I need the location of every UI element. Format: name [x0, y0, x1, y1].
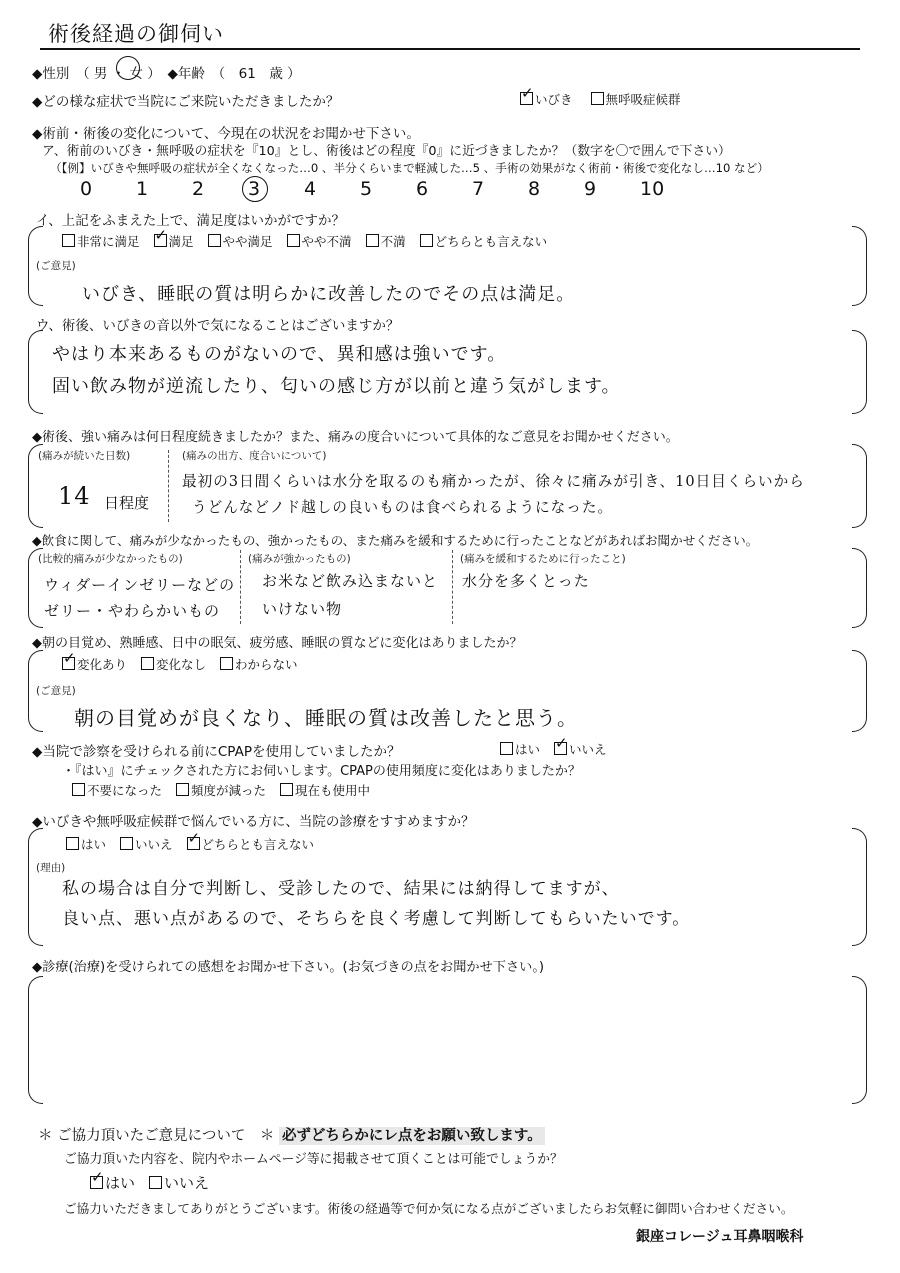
- bracket-right: [852, 548, 867, 628]
- satisfaction-comment: いびき、睡眠の質は明らかに改善したのでその点は満足。: [82, 284, 576, 305]
- cpap-option-label: はい: [515, 742, 541, 757]
- satisfaction-checkbox[interactable]: [366, 234, 379, 247]
- column-divider: [452, 550, 453, 624]
- morning-checkbox[interactable]: [62, 657, 75, 670]
- cpap-option[interactable]: [500, 740, 540, 758]
- food-less-line: ウィダーインゼリーなどの: [44, 576, 236, 594]
- symptom-question: ◆どの様な症状で当院にご来院いただきましたか？: [32, 94, 340, 110]
- satisfaction-option[interactable]: [420, 232, 548, 250]
- improvement-scale: [70, 178, 710, 204]
- symptom-options: [520, 90, 695, 108]
- footer-note: [38, 1124, 545, 1145]
- scale-number-label: 3: [248, 178, 261, 200]
- satisfaction-option[interactable]: [208, 232, 273, 250]
- satisfaction-option-label: やや不満: [301, 234, 352, 249]
- cpap-checkbox[interactable]: [500, 742, 513, 755]
- sex-male-circle: [116, 56, 140, 80]
- recommend-option-label: いいえ: [135, 837, 173, 852]
- recommend-checkbox[interactable]: [187, 837, 200, 850]
- bracket-left: [28, 828, 43, 946]
- opinion-label: (ご意見): [36, 260, 76, 272]
- recommend-option[interactable]: [187, 835, 315, 853]
- recommend-option-label: はい: [81, 837, 107, 852]
- consent-checkbox[interactable]: [149, 1176, 162, 1189]
- consent-option[interactable]: [90, 1172, 135, 1193]
- cpap-sub-option[interactable]: [72, 781, 162, 799]
- scale-number[interactable]: 4: [304, 178, 317, 200]
- pain-detail-line: うどんなどノド越しの良いものは食べられるようになった。: [192, 499, 614, 516]
- food-less-label: (比較的痛みが少なかったもの): [38, 553, 183, 565]
- recommend-question: ◆いびきや無呼吸症候群で悩んでいる方に、当院の診療をすすめますか？: [32, 814, 475, 830]
- morning-option-label: わからない: [235, 657, 298, 672]
- morning-option[interactable]: [220, 655, 298, 673]
- recommend-options: [66, 835, 328, 853]
- satisfaction-checkbox[interactable]: [62, 234, 75, 247]
- cpap-sub-checkbox[interactable]: [176, 783, 189, 796]
- bracket-right: [852, 976, 867, 1104]
- bracket-left: [28, 976, 43, 1104]
- food-strong-label: (痛みが強かったもの): [248, 553, 351, 565]
- recommend-checkbox[interactable]: [66, 837, 79, 850]
- cpap-question: ◆当院で診察を受けられる前にCPAPを使用していましたか？: [32, 744, 401, 760]
- change-sub-question: ア、術前のいびき・無呼吸の症状を『10』とし、術後はどの程度『0』に近づきましたか？（数字を〇で囲んで下さい）: [42, 144, 731, 159]
- recommend-option-label: どちらとも言えない: [201, 837, 315, 852]
- food-less-line: ゼリー・やわらかいもの: [44, 602, 221, 620]
- cpap-options: [500, 740, 621, 758]
- satisfaction-options: [62, 232, 561, 250]
- morning-option-label: 変化なし: [156, 657, 207, 672]
- impression-question: ◆診療(治療)を受けられての感想をお聞かせ下さい。(お気づきの点をお聞かせ下さい。): [32, 960, 545, 975]
- morning-comment: 朝の目覚めが良くなり、睡眠の質は改善したと思う。: [74, 706, 578, 730]
- thanks-note: ご協力いただきましてありがとうございます。術後の経過等で何か気になる点がございましたらお気軽に御問い合わせください。: [64, 1201, 794, 1216]
- food-relief-line: 水分を多くとった: [462, 572, 590, 590]
- satisfaction-option-label: やや満足: [222, 234, 273, 249]
- cpap-sub-option[interactable]: [280, 781, 370, 799]
- bracket-right: [852, 226, 867, 306]
- consent-question: ご協力頂いた内容を、院内やホームページ等に掲載させて頂くことは可能でしょうか？: [64, 1152, 563, 1167]
- reason-label: (理由): [36, 862, 66, 874]
- consent-options: [90, 1172, 223, 1193]
- other-comment-line: やはり本来あるものがないので、異和感は強いです。: [52, 344, 507, 365]
- pain-days-value: 14: [58, 482, 91, 510]
- satisfaction-option[interactable]: [154, 232, 194, 250]
- change-question: ◆術前・術後の変化について、今現在の状況をお聞かせ下さい。: [32, 126, 420, 142]
- scale-number[interactable]: 1: [136, 178, 149, 200]
- pain-days-unit: 日程度: [104, 494, 150, 512]
- pain-detail-label: (痛みの出方、度合いについて): [182, 450, 327, 462]
- pain-detail-line: 最初の3日間くらいは水分を取るのも痛かったが、徐々に痛みが引き、10日目くらいから: [182, 473, 805, 490]
- scale-number[interactable]: 5: [360, 178, 373, 200]
- column-divider: [240, 550, 241, 624]
- satisfaction-option-label: どちらとも言えない: [434, 234, 548, 249]
- impression-field[interactable]: [50, 982, 840, 1098]
- scale-number[interactable]: 0: [80, 178, 93, 200]
- scale-number[interactable]: 8: [528, 178, 541, 200]
- morning-option[interactable]: [141, 655, 206, 673]
- bracket-left: [28, 330, 43, 414]
- cpap-option-label: いいえ: [569, 742, 607, 757]
- sex-age-question: ◆性別 （ 男 ・ 女 ） ◆年齢 （ 61 歳 ）: [32, 66, 301, 82]
- symptom-snoring-checkbox[interactable]: [520, 92, 533, 105]
- satisfaction-checkbox[interactable]: [420, 234, 433, 247]
- consent-option-label: いいえ: [164, 1174, 210, 1192]
- morning-option-label: 変化あり: [77, 657, 128, 672]
- satisfaction-checkbox[interactable]: [287, 234, 300, 247]
- cpap-sub-question: ・『はい』にチェックされた方にお伺いします。CPAPの使用頻度に変化はありましたか？: [62, 764, 581, 779]
- morning-options: [62, 655, 312, 673]
- consent-option[interactable]: [149, 1172, 209, 1193]
- change-example: （【例】いびきや無呼吸の症状が全くなくなった…0 、半分くらいまで軽減した…5 、手術の効果がなく術前・術後で変化なし…10 など）: [50, 161, 769, 175]
- symptom-apnea-checkbox[interactable]: [591, 92, 604, 105]
- scale-number[interactable]: [248, 178, 260, 200]
- footer-note-prefix: ＊ ご協力頂いたご意見について ＊: [38, 1128, 275, 1144]
- reason-line: 私の場合は自分で判断し、受診したので、結果には納得してますが、: [62, 879, 620, 899]
- scale-number[interactable]: 7: [472, 178, 485, 200]
- cpap-sub-options: [72, 781, 384, 799]
- bracket-right: [852, 828, 867, 946]
- cpap-sub-option[interactable]: [176, 781, 266, 799]
- cpap-sub-option-label: 不要になった: [87, 783, 163, 798]
- page-title: 術後経過の御伺い: [48, 22, 224, 46]
- cpap-sub-checkbox[interactable]: [72, 783, 85, 796]
- title-divider: [40, 48, 860, 50]
- recommend-checkbox[interactable]: [120, 837, 133, 850]
- scale-number[interactable]: 9: [584, 178, 597, 200]
- pain-question: ◆術後、強い痛みは何日程度続きましたか？また、痛みの度合いについて具体的なご意見をお聞かせください。: [32, 430, 679, 445]
- scale-selected-circle: [242, 176, 268, 202]
- food-strong-line: いけない物: [262, 600, 343, 618]
- bracket-right: [852, 650, 867, 732]
- food-strong-line: お米など飲み込まないと: [262, 572, 439, 590]
- recommend-option[interactable]: [120, 835, 173, 853]
- satisfaction-question: イ、上記をふまえた上で、満足度はいかがですか？: [36, 213, 346, 229]
- morning-question: ◆朝の目覚め、熟睡感、日中の眠気、疲労感、睡眠の質などに変化はありましたか？: [32, 636, 523, 651]
- satisfaction-option-label: 満足: [168, 234, 194, 249]
- opinion-label: (ご意見): [36, 685, 76, 697]
- bracket-right: [852, 444, 867, 528]
- satisfaction-option-label: 不満: [380, 234, 406, 249]
- cpap-checkbox[interactable]: [554, 742, 567, 755]
- clinic-name: 銀座コレージュ耳鼻咽喉科: [636, 1229, 804, 1245]
- food-relief-label: (痛みを緩和するために行ったこと): [460, 553, 626, 565]
- symptom-option-label: 無呼吸症候群: [605, 92, 681, 107]
- satisfaction-option[interactable]: [366, 232, 406, 250]
- satisfaction-option[interactable]: [62, 232, 140, 250]
- other-concerns-question: ウ、術後、いびきの音以外で気になることはございますか？: [36, 318, 400, 334]
- cpap-option[interactable]: [554, 740, 607, 758]
- morning-checkbox[interactable]: [141, 657, 154, 670]
- satisfaction-option[interactable]: [287, 232, 352, 250]
- cpap-sub-option-label: 頻度が減った: [191, 783, 267, 798]
- column-divider: [168, 450, 169, 522]
- morning-option[interactable]: [62, 655, 127, 673]
- scale-number[interactable]: 2: [192, 178, 205, 200]
- satisfaction-option-label: 非常に満足: [77, 234, 140, 249]
- bracket-right: [852, 330, 867, 414]
- food-question: ◆飲食に関して、痛みが少なかったもの、強かったもの、また痛みを緩和するために行ったことなどがあればお聞かせください。: [32, 533, 759, 548]
- cpap-sub-checkbox[interactable]: [280, 783, 293, 796]
- consent-option-label: はい: [105, 1174, 136, 1192]
- symptom-option-label: いびき: [535, 92, 573, 107]
- footer-note-emphasis: 必ずどちらかにレ点をお願い致します。: [279, 1127, 545, 1145]
- scale-number[interactable]: 6: [416, 178, 429, 200]
- consent-checkbox[interactable]: [90, 1176, 103, 1189]
- cpap-sub-option-label: 現在も使用中: [295, 783, 371, 798]
- pain-days-label: (痛みが続いた日数): [38, 450, 131, 462]
- other-comment-line: 固い飲み物が逆流したり、匂いの感じ方が以前と違う気がします。: [52, 376, 621, 397]
- morning-checkbox[interactable]: [220, 657, 233, 670]
- recommend-option[interactable]: [66, 835, 106, 853]
- scale-number[interactable]: 10: [640, 178, 665, 200]
- satisfaction-checkbox[interactable]: [208, 234, 221, 247]
- reason-line: 良い点、悪い点があるので、そちらを良く考慮して判断してもらいたいです。: [62, 909, 691, 929]
- satisfaction-checkbox[interactable]: [154, 234, 167, 247]
